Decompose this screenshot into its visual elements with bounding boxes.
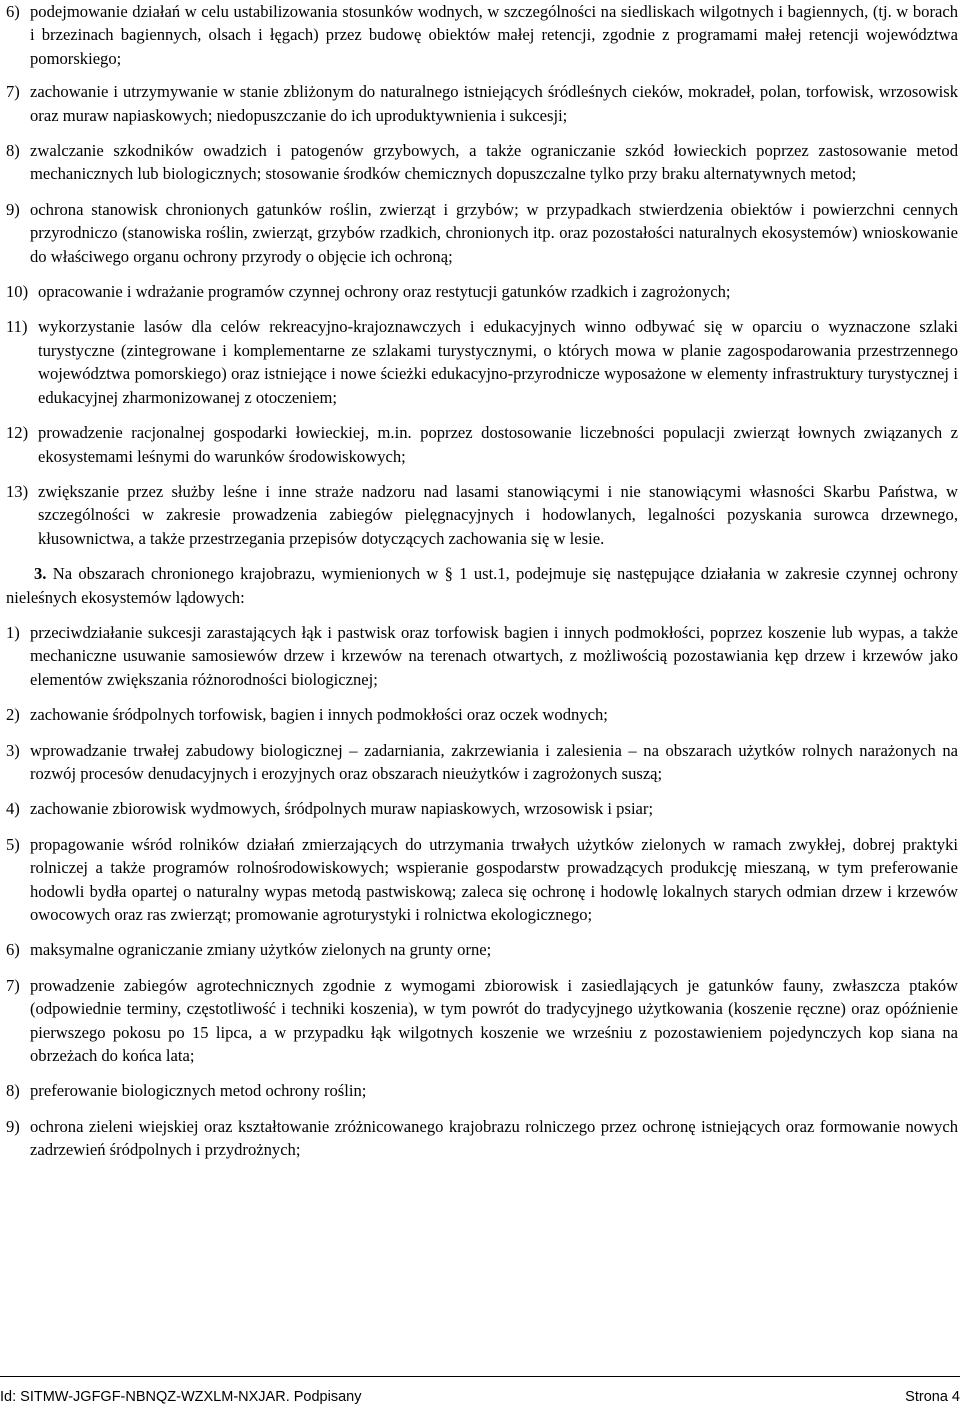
list-item-number: 8) (6, 1081, 20, 1101)
list-item-text: zachowanie zbiorowisk wydmowych, śródpolnych muraw napiaskowych, wrzosowisk i psiar; (30, 799, 654, 819)
list-item-text: ochrona stanowisk chronionych gatunków roślin, zwierząt i grzybów; w przypadkach stwierdzenia obiektów i powierzchni cennych przyrodniczo (stanowiska roślin, zwierząt, grzybów rzadkich, chronionych itp. oraz pozostałości naturalnych ekosystemów) wnioskowanie do właściwego organu ochrony przyrody o objęcie ich ochroną; (30, 199, 958, 266)
list-item-number: 3) (6, 740, 20, 760)
section-2-list (6, 0, 958, 550)
list-item (6, 421, 958, 468)
list-item-text: ochrona zieleni wiejskiej oraz kształtowanie zróżnicowanego krajobrazu rolniczego przez ochronę istniejących oraz formowanie nowych zadrzewień śródpolnych i przydrożnych; (30, 1116, 958, 1160)
list-item-text: zwiększanie przez służby leśne i inne straże nadzoru nad lasami stanowiącymi i nie stanowiącymi własności Skarbu Państwa, w szczególności w zakresie prowadzenia zabiegów pielęgnacyjnych i hodowlanych, legalności pozyskania surowca drzewnego, kłusownictwa, a także przestrzegania przepisów dotyczących zachowania się w lesie. (38, 481, 958, 548)
list-item-number: 13) (6, 481, 29, 501)
list-item (6, 80, 958, 127)
list-item (6, 833, 958, 927)
list-item-text: wprowadzanie trwałej zabudowy biologicznej – zadarniania, zakrzewiania i zalesienia – na obszarach użytków rolnych narażonych na rozwój procesów denudacyjnych i erozyjnych oraz obszarach nieużytków i zagrożonych suszą; (30, 740, 958, 783)
list-item (6, 139, 958, 186)
list-item-number: 5) (6, 834, 20, 854)
list-item-number: 12) (6, 423, 29, 443)
list-item-number: 6) (6, 940, 20, 960)
list-item-text: zachowanie śródpolnych torfowisk, bagien i innych podmokłości oraz oczek wodnych; (30, 705, 608, 725)
list-item (6, 703, 958, 726)
list-item-text: maksymalne ograniczanie zmiany użytków zielonych na grunty orne; (30, 940, 492, 960)
list-item-text: prowadzenie racjonalnej gospodarki łowieckiej, m.in. poprzez dostosowanie liczebności populacji zwierząt łownych związanych z ekosystemami leśnymi do warunków środowiskowych; (38, 423, 958, 466)
list-item-number: 8) (6, 141, 20, 161)
list-item (6, 480, 958, 550)
list-item (6, 974, 958, 1068)
list-item-text: opracowanie i wdrażanie programów czynnej ochrony oraz restytucji gatunków rzadkich i zagrożonych; (38, 282, 731, 302)
list-item-number: 10) (6, 282, 29, 302)
document-id: Id: SITMW-JGFGF-NBNQZ-WZXLM-NXJAR. Podpisany (0, 1389, 362, 1405)
list-item (6, 1115, 958, 1162)
list-item-number: 2) (6, 705, 20, 725)
page-footer (0, 1387, 960, 1407)
document-body (6, 0, 958, 1174)
list-item-text: przeciwdziałanie sukcesji zarastających łąk i pastwisk oraz torfowisk bagien i innych podmokłości, poprzez koszenie lub wypas, a także mechaniczne usuwanie samosiewów drzew i krzewów na terenach otwartych, z możliwością pozostawiania kęp drzew i krzewów jako elementów zwiększania różnorodności biologicznej; (30, 622, 958, 689)
list-item-text: zwalczanie szkodników owadzich i patogenów grzybowych, a także ograniczanie szkód łowieckich poprzez zastosowanie metod mechanicznych lub biologicznych; stosowanie środków chemicznych dopuszczalne tylko przy braku alternatywnych metod; (30, 141, 958, 184)
section-3-intro (6, 562, 958, 609)
list-item-number: 7) (6, 82, 20, 102)
list-item-number: 1) (6, 622, 20, 642)
list-item-number: 4) (6, 799, 20, 819)
list-item (6, 315, 958, 409)
section-3-intro-text: Na obszarach chronionego krajobrazu, wymienionych w § 1 ust.1, podejmuje się następujące działania w zakresie czynnej ochrony nieleśnych ekosystemów lądowych: (6, 564, 958, 607)
section-3-list (6, 621, 958, 1162)
section-3-number: 3. (34, 564, 47, 584)
list-item (6, 621, 958, 691)
list-item-number: 9) (6, 199, 20, 219)
list-item (6, 280, 958, 303)
list-item (6, 0, 958, 70)
list-item-number: 6) (6, 2, 20, 21)
list-item-text: podejmowanie działań w celu ustabilizowania stosunków wodnych, w szczególności na siedliskach wilgotnych i bagiennych, (tj. w borach i brzezinach bagiennych, olsach i łęgach) przez budowę obiektów małej retencji, zgodnie z programami małej retencji województwa pomorskiego; (30, 2, 958, 68)
list-item-number: 9) (6, 1116, 20, 1136)
list-item (6, 797, 958, 820)
footer-divider (0, 1376, 960, 1377)
list-item-number: 7) (6, 975, 20, 995)
list-item-number: 11) (6, 317, 28, 337)
list-item-text: zachowanie i utrzymywanie w stanie zbliżonym do naturalnego istniejących śródleśnych cieków, mokradeł, polan, torfowisk, wrzosowisk oraz muraw napiaskowych; niedopuszczanie do ich uproduktywnienia i sukcesji; (30, 82, 958, 125)
page-number: Strona 4 (905, 1389, 960, 1405)
list-item (6, 1079, 958, 1102)
list-item-text: propagowanie wśród rolników działań zmierzających do utrzymania trwałych użytków zielonych w ramach zwykłej, dobrej praktyki rolniczej a także programów rolnośrodowiskowych; wspieranie gospodarstw prowadzących produkcję mieszaną, w tym preferowanie hodowli bydła opartej o naturalny wypas metodą pastwiskową; zaleca się ochronę i hodowlę lokalnych starych odmian drzew i krzewów owocowych oraz ras zwierząt; promowanie agroturystyki i rolnictwa ekologicznego; (30, 834, 958, 924)
list-item (6, 938, 958, 961)
list-item-text: wykorzystanie lasów dla celów rekreacyjno-krajoznawczych i edukacyjnych winno odbywać się w oparciu o wyznaczone szlaki turystyczne (zintegrowane i komplementarne ze szlakami turystycznymi, o których mowa w planie zagospodarowania przestrzennego województwa pomorskiego) oraz istniejące i nowe ścieżki edukacyjno-przyrodnicze wyposażone w elementy infrastruktury turystycznej i edukacyjnej zharmonizowanej z otoczeniem; (38, 317, 958, 407)
list-item (6, 198, 958, 268)
list-item-text: prowadzenie zabiegów agrotechnicznych zgodnie z wymogami zbiorowisk i zasiedlających je gatunków fauny, zwłaszcza ptaków (odpowiednie terminy, częstotliwość i techniki koszenia), w tym powrót do tradycyjnego użytkowania (koszenie ręczne) oraz opóźnienie pierwszego pokosu po 15 lipca, a w przypadku łąk wilgotnych koszenie we wrześniu z pozostawieniem pojedynczych kop siana na obrzeżach do końca lata; (30, 975, 958, 1066)
list-item (6, 739, 958, 786)
list-item-text: preferowanie biologicznych metod ochrony roślin; (30, 1081, 367, 1101)
